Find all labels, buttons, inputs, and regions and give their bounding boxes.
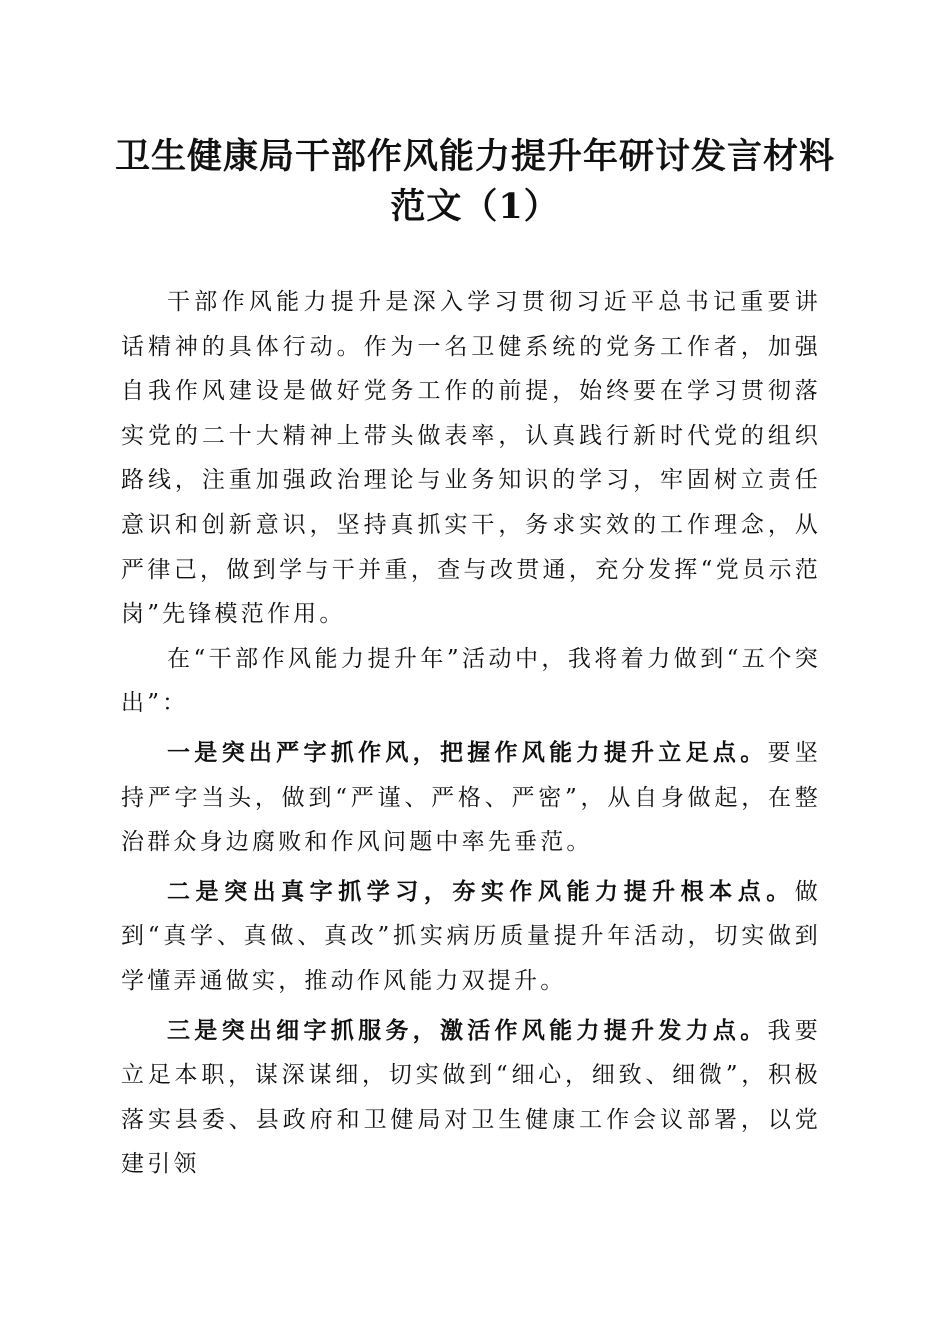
document-body — [121, 280, 821, 1187]
paragraph-text: 要坚持严字当头，做到“严谨、严格、严密”，从自身做起，在整治群众身边腐败和作风问题中率先垂范。 — [121, 739, 821, 856]
document-title — [110, 132, 840, 232]
paragraph-intro — [121, 280, 821, 637]
paragraph-lead: 二是突出真字抓学习，夯实作风能力提升根本点。 — [167, 877, 795, 905]
paragraph-text: 做到“真学、真做、真改”抓实病历质量提升年活动，切实做到学懂弄通做实，推动作风能力双提升。 — [121, 878, 821, 994]
title-line-2: 范文（1） — [390, 186, 560, 227]
paragraph-text: 我要立足本职，谋深谋细，切实做到“细心，细致、细微”，积极落实县委、县政府和卫健局对卫生健康工作会议部署，以党建引领 — [121, 1017, 821, 1178]
paragraph-point-3 — [121, 1009, 821, 1187]
paragraph-five-highlights — [121, 637, 821, 726]
paragraph-lead: 一是突出严字抓作风，把握作风能力提升立足点。 — [167, 738, 768, 766]
title-line-1: 卫生健康局干部作风能力提升年研讨发言材料 — [114, 136, 835, 177]
paragraph-point-1 — [121, 731, 821, 865]
paragraph-lead: 三是突出细字抓服务，激活作风能力提升发力点。 — [167, 1016, 768, 1044]
paragraph-text: 在“干部作风能力提升年”活动中，我将着力做到“五个突出”： — [121, 645, 821, 717]
paragraph-text: 干部作风能力提升是深入学习贯彻习近平总书记重要讲话精神的具体行动。作为一名卫健系统的党务工作者，加强自我作风建设是做好党务工作的前提，始终要在学习贯彻落实党的二十大精神上带头做表率，认真践行新时代党的组织路线，注重加强政治理论与业务知识的学习，牢固树立责任意识和创新意识，坚持真抓实干，务求实效的工作理念，从严律己，做到学与干并重，查与改贯通，充分发挥“党员示范岗”先锋模范作用。 — [121, 289, 821, 628]
paragraph-point-2 — [121, 870, 821, 1004]
